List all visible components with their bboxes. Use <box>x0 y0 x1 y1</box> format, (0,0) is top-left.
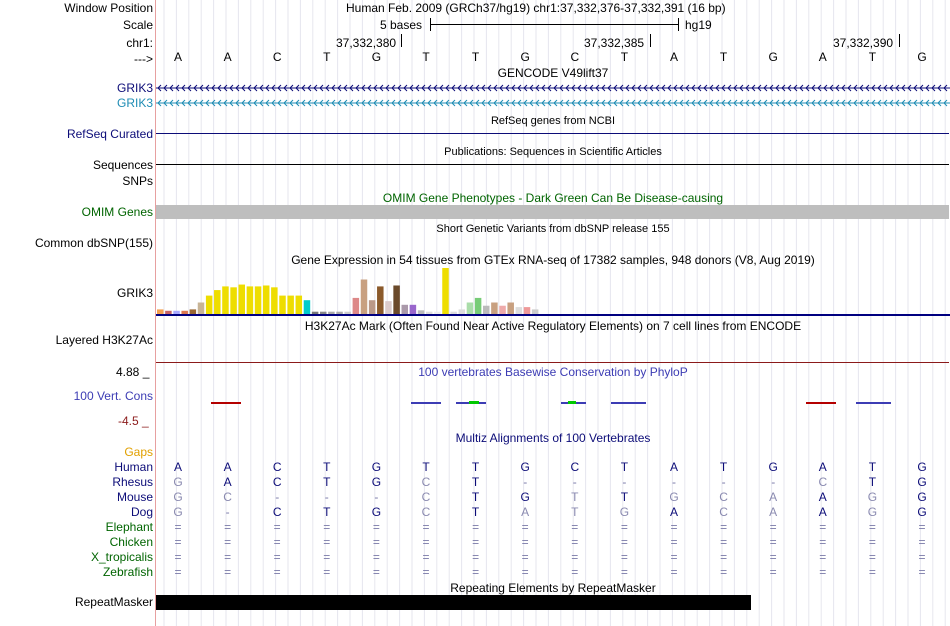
alignment-base: = <box>571 535 579 549</box>
species-label[interactable]: Zebrafish <box>102 565 153 579</box>
alignment-base: = <box>422 535 430 549</box>
alignment-base: = <box>620 535 628 549</box>
alignment-base: = <box>868 565 876 579</box>
reference-base: A <box>223 50 232 64</box>
reference-base: A <box>669 50 678 64</box>
position-tick <box>899 34 900 47</box>
alignment-base: G <box>768 460 778 474</box>
alignment-base: G <box>867 490 878 504</box>
refseq-gene-line[interactable] <box>156 133 949 134</box>
alignment-base: C <box>421 490 431 504</box>
alignment-base: = <box>720 565 728 579</box>
gtex-tissue-bar <box>459 309 466 314</box>
gtex-tissue-bar <box>369 300 376 314</box>
gtex-tissue-bar <box>198 303 205 315</box>
alignment-base: = <box>769 535 777 549</box>
alignment-base: A <box>669 460 678 474</box>
refseq-label[interactable]: RefSeq Curated <box>66 127 153 141</box>
gtex-tissue-bar <box>230 287 237 314</box>
gtex-tissue-bar <box>385 301 392 314</box>
alignment-base: = <box>571 565 579 579</box>
alignment-base: T <box>571 490 579 504</box>
alignment-base: T <box>323 505 331 519</box>
gencode-row-label[interactable]: GRIK3 <box>116 81 153 95</box>
reference-base: T <box>471 50 480 64</box>
reference-base: T <box>719 50 728 64</box>
publications-line[interactable] <box>156 164 949 165</box>
gtex-tissue-bar <box>255 286 261 314</box>
alignment-base: C <box>719 505 728 519</box>
gtex-tissue-bar <box>190 309 197 314</box>
gtex-tissue-bar <box>361 280 368 315</box>
alignment-base: = <box>323 565 331 579</box>
phylop-signal[interactable] <box>156 396 950 410</box>
alignment-base: = <box>769 565 777 579</box>
gtex-tissue-bar <box>296 296 303 314</box>
alignment-base: G <box>520 490 530 504</box>
alignment-base: = <box>620 550 628 564</box>
alignment-base: C <box>421 475 431 489</box>
alignment-base: A <box>769 490 778 504</box>
gtex-tissue-bar <box>271 287 278 314</box>
h3k27ac-label[interactable]: Layered H3K27Ac <box>55 333 153 347</box>
gtex-tissue-bar <box>222 286 229 314</box>
alignment-base: - <box>374 490 379 504</box>
position-tick-label: 37,332,380 <box>336 36 397 50</box>
phylop-title: 100 vertebrates Basewise Conservation by PhyloP <box>418 365 688 379</box>
repeatmasker-label[interactable]: RepeatMasker <box>74 595 153 609</box>
alignment-base: G <box>917 460 927 474</box>
alignment-base: = <box>422 550 430 564</box>
alignment-base: G <box>917 505 927 519</box>
reference-base: G <box>768 50 778 64</box>
gtex-tissue-bar <box>418 310 425 314</box>
alignment-base: T <box>620 460 629 474</box>
alignment-base: = <box>868 535 876 549</box>
phylop-min-label: -4.5 _ <box>118 414 149 428</box>
gtex-tissue-bar <box>491 303 498 315</box>
alignment-base: = <box>819 535 827 549</box>
gtex-tissue-bar <box>328 312 335 314</box>
alignment-base: G <box>917 490 927 504</box>
alignment-base: G <box>173 490 183 504</box>
reference-base: T <box>422 50 430 64</box>
alignment-base: = <box>620 520 628 534</box>
alignment-base: G <box>371 505 382 519</box>
h3k27ac-baseline <box>156 362 949 363</box>
gtex-tissue-bar <box>467 303 474 315</box>
alignment-base: - <box>672 475 676 489</box>
species-label[interactable]: Mouse <box>116 490 153 504</box>
gtex-tissue-bar <box>304 300 311 314</box>
strand-label: ---> <box>134 52 153 66</box>
alignment-base: = <box>273 520 281 534</box>
alignment-base: A <box>223 460 232 474</box>
alignment-base: = <box>571 520 579 534</box>
repeatmasker-title: Repeating Elements by RepeatMasker <box>450 581 656 595</box>
gtex-tissue-bar <box>279 296 286 314</box>
alignment-base: G <box>371 460 382 474</box>
gtex-tissue-bar <box>181 311 188 314</box>
alignment-base: A <box>223 475 232 489</box>
gtex-tissue-bar <box>157 309 164 314</box>
gtex-tissue-bar <box>442 268 449 314</box>
alignment-base: = <box>273 535 281 549</box>
alignment-base: T <box>620 490 629 504</box>
alignment-base: G <box>173 475 183 489</box>
alignment-base: = <box>670 565 678 579</box>
gtex-tissue-bar <box>214 290 221 314</box>
alignment-base: = <box>918 520 926 534</box>
gencode-row-label[interactable]: GRIK3 <box>116 96 153 110</box>
species-label[interactable]: Human <box>114 460 153 474</box>
publications-label[interactable]: Sequences <box>92 158 153 172</box>
alignment-base: = <box>472 550 480 564</box>
alignment-base: - <box>275 490 280 504</box>
reference-base: T <box>868 50 877 64</box>
alignment-base: = <box>819 565 827 579</box>
snps-label[interactable]: SNPs <box>122 174 153 188</box>
alignment-base: C <box>272 460 282 474</box>
gtex-tissue-bar <box>426 312 433 314</box>
position-tick <box>650 34 651 47</box>
alignment-base: A <box>818 490 827 504</box>
gtex-tissue-bar <box>377 286 384 314</box>
gtex-tissue-bar <box>239 285 246 314</box>
gencode-transcript-2[interactable] <box>156 96 950 110</box>
alignment-base: = <box>472 565 480 579</box>
alignment-base: = <box>521 535 529 549</box>
gtex-tissue-bar <box>312 312 319 314</box>
gtex-label[interactable]: GRIK3 <box>116 286 153 300</box>
alignment-base: - <box>572 475 577 489</box>
alignment-base: C <box>719 490 728 504</box>
alignment-base: = <box>422 520 430 534</box>
alignment-base: = <box>918 565 926 579</box>
gaps-label[interactable]: Gaps <box>124 445 153 459</box>
alignment-base: = <box>868 550 876 564</box>
alignment-base: - <box>622 475 627 489</box>
alignment-base: = <box>372 565 380 579</box>
publications-title: Publications: Sequences in Scientific Articles <box>444 146 662 158</box>
alignment-base: = <box>918 535 926 549</box>
alignment-base: = <box>323 520 331 534</box>
alignment-base: C <box>570 460 580 474</box>
alignment-base: T <box>422 460 430 474</box>
alignment-base: = <box>472 520 480 534</box>
alignment-base: - <box>721 475 726 489</box>
phylop-max-label: 4.88 _ <box>116 365 150 379</box>
reference-base: T <box>620 50 629 64</box>
scale-bar <box>430 24 678 25</box>
omim-title: OMIM Gene Phenotypes - Dark Green Can Be Disease-causing <box>382 191 724 205</box>
alignment-base: = <box>769 550 777 564</box>
reference-base: C <box>570 50 580 64</box>
alignment-base: = <box>323 535 331 549</box>
h3k27ac-title: H3K27Ac Mark (Often Found Near Active Regulatory Elements) on 7 cell lines from ENCODE <box>304 319 802 333</box>
phylop-label[interactable]: 100 Vert. Cons <box>73 389 153 403</box>
alignment-base: = <box>174 565 182 579</box>
alignment-base: = <box>323 550 331 564</box>
position-tick-label: 37,332,385 <box>584 36 645 50</box>
alignment-base: = <box>769 520 777 534</box>
scale-assembly: hg19 <box>685 18 712 32</box>
alignment-base: C <box>223 490 232 504</box>
alignment-base: - <box>324 490 329 504</box>
alignment-base: = <box>720 535 728 549</box>
species-label[interactable]: Elephant <box>105 520 153 534</box>
gtex-tissue-bar <box>532 309 539 314</box>
gtex-tissue-bar <box>247 286 254 314</box>
gtex-tissue-bar <box>353 298 360 314</box>
alignment-base: = <box>521 520 529 534</box>
window-position-label: Window Position <box>64 1 153 15</box>
alignment-base: A <box>818 460 827 474</box>
alignment-base: C <box>818 475 828 489</box>
alignment-base: = <box>372 550 380 564</box>
reference-base: A <box>173 50 182 64</box>
gtex-expression-bars[interactable] <box>156 268 950 316</box>
alignment-base: A <box>521 505 530 519</box>
species-label[interactable]: Dog <box>130 505 153 519</box>
alignment-base: G <box>619 505 630 519</box>
alignment-base: = <box>224 535 232 549</box>
alignment-base: = <box>174 550 182 564</box>
alignment-base: = <box>224 565 232 579</box>
alignment-base: T <box>471 505 480 519</box>
alignment-base: - <box>225 505 230 519</box>
alignment-base: T <box>571 505 579 519</box>
alignment-base: T <box>868 460 877 474</box>
alignment-base: = <box>174 520 182 534</box>
gtex-tissue-bar <box>450 312 457 314</box>
alignment-base: G <box>520 460 530 474</box>
reference-base: C <box>272 50 282 64</box>
alignment-base: G <box>173 505 183 519</box>
scale-bar-tick-left <box>430 18 431 31</box>
gtex-tissue-bar <box>173 311 180 314</box>
alignment-base: C <box>272 505 282 519</box>
gtex-tissue-bar <box>287 296 294 314</box>
phylop-peak <box>568 401 576 404</box>
alignment-base: = <box>819 550 827 564</box>
alignment-base: A <box>818 505 827 519</box>
species-label[interactable]: Chicken <box>109 535 153 549</box>
alignment-base: T <box>323 460 331 474</box>
alignment-base: = <box>868 520 876 534</box>
refseq-title: RefSeq genes from NCBI <box>490 115 616 127</box>
omim-gene-bar[interactable] <box>156 205 949 219</box>
gtex-tissue-bar <box>524 307 531 314</box>
scale-span: 5 bases <box>380 18 423 32</box>
gtex-title: Gene Expression in 54 tissues from GTEx RNA-seq of 17382 samples, 948 donors (V8, Aug 2019) <box>291 253 815 267</box>
gtex-tissue-bar <box>263 285 270 314</box>
alignment-base: A <box>173 460 182 474</box>
alignment-base: = <box>670 550 678 564</box>
alignment-base: T <box>471 460 480 474</box>
alignment-base: = <box>472 535 480 549</box>
chrom-label: chr1: <box>126 36 153 50</box>
window-position-value: Human Feb. 2009 (GRCh37/hg19) chr1:37,332,376-37,332,391 (16 bp) <box>346 1 726 15</box>
alignment-base: - <box>771 475 776 489</box>
alignment-base: G <box>867 505 878 519</box>
gtex-tissue-bar <box>206 296 213 314</box>
gtex-tissue-bar <box>393 285 400 314</box>
gtex-tissue-bar <box>483 306 490 314</box>
alignment-base: C <box>272 475 282 489</box>
gtex-tissue-bar <box>410 305 417 314</box>
alignment-base: = <box>521 565 529 579</box>
alignment-base: = <box>670 520 678 534</box>
multiz-title: Multiz Alignments of 100 Vertebrates <box>455 431 651 445</box>
repeatmasker-element[interactable] <box>156 595 751 610</box>
gtex-tissue-bar <box>402 305 409 314</box>
alignment-base: = <box>720 520 728 534</box>
reference-base: G <box>371 50 382 64</box>
gtex-tissue-bar <box>499 306 506 314</box>
scale-label: Scale <box>122 18 153 32</box>
alignment-base: = <box>720 550 728 564</box>
alignment-base: A <box>669 505 678 519</box>
alignment-base: = <box>422 565 430 579</box>
species-label[interactable]: X_tropicalis <box>90 550 153 564</box>
gtex-tissue-bar <box>507 303 514 315</box>
alignment-base: = <box>372 520 380 534</box>
gtex-tissue-bar <box>434 312 441 314</box>
alignment-base: G <box>371 475 382 489</box>
alignment-base: = <box>571 550 579 564</box>
alignment-base: = <box>620 565 628 579</box>
gencode-transcript-1[interactable] <box>156 81 950 95</box>
omim-label[interactable]: OMIM Genes <box>81 205 153 219</box>
alignment-base: = <box>273 550 281 564</box>
gtex-tissue-bar <box>516 307 523 314</box>
reference-base: T <box>323 50 331 64</box>
alignment-base: T <box>471 490 480 504</box>
alignment-base: T <box>471 475 480 489</box>
reference-base: G <box>520 50 530 64</box>
alignment-base: G <box>669 490 679 504</box>
alignment-base: = <box>273 565 281 579</box>
alignment-base: = <box>521 550 529 564</box>
alignment-base: = <box>918 550 926 564</box>
alignment-base: G <box>917 475 927 489</box>
alignment-base: T <box>868 475 877 489</box>
gtex-tissue-bar <box>475 298 482 314</box>
alignment-base: = <box>372 535 380 549</box>
alignment-base: A <box>769 505 778 519</box>
alignment-base: C <box>421 505 431 519</box>
species-label[interactable]: Rhesus <box>112 475 153 489</box>
gtex-tissue-bar <box>320 312 327 314</box>
reference-base: G <box>917 50 927 64</box>
gencode-title: GENCODE V49lift37 <box>497 66 609 80</box>
gtex-tissue-bar <box>344 312 351 314</box>
alignment-base: = <box>224 550 232 564</box>
alignment-base: = <box>819 520 827 534</box>
reference-base: A <box>818 50 827 64</box>
gtex-tissue-bar <box>165 311 172 314</box>
alignment-base: T <box>323 475 331 489</box>
position-tick-label: 37,332,390 <box>833 36 894 50</box>
gtex-tissue-bar <box>336 312 343 314</box>
position-tick <box>401 34 402 47</box>
phylop-peak <box>469 401 479 404</box>
alignment-base: - <box>523 475 528 489</box>
dbsnp-title: Short Genetic Variants from dbSNP release 155 <box>436 223 670 235</box>
alignment-base: = <box>224 520 232 534</box>
alignment-base: T <box>719 460 728 474</box>
scale-bar-tick-right <box>678 18 679 31</box>
alignment-base: = <box>174 535 182 549</box>
alignment-base: = <box>670 535 678 549</box>
dbsnp-label[interactable]: Common dbSNP(155) <box>34 236 153 250</box>
